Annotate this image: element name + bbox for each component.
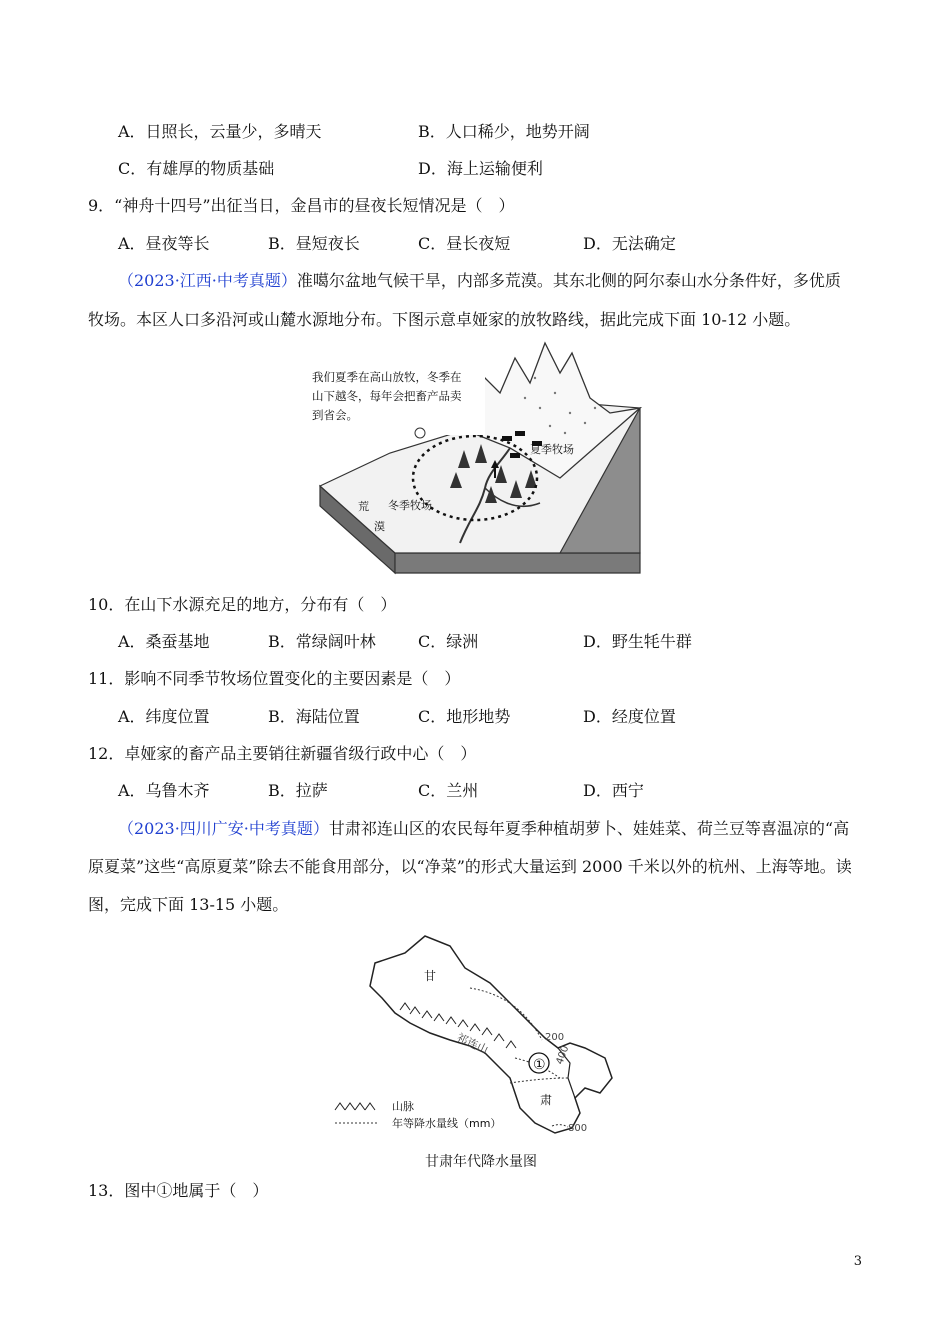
q12-option-d[interactable]: D．西宁 [583, 781, 644, 800]
bubble-tail [415, 428, 425, 438]
grazing-route-figure [310, 338, 645, 576]
q12-option-a[interactable]: A．乌鲁木齐 [118, 781, 210, 800]
q11-option-d[interactable]: D．经度位置 [583, 707, 676, 726]
legend-isohyet-label: 年等降水量线（mm） [392, 1117, 502, 1130]
summer-pasture-label: 夏季牧场 [530, 443, 574, 456]
q9-option-c[interactable]: C．昼长夜短 [418, 234, 511, 253]
q11-option-b[interactable]: B．海陆位置 [268, 707, 360, 726]
intro1-line2: 牧场。本区人口多沿河或山麓水源地分布。下图示意卓娅家的放牧路线，据此完成下面 10-12 小题。 [88, 310, 801, 329]
q9-option-b[interactable]: B．昼短夜长 [268, 234, 360, 253]
q12-stem: 12．卓娅家的畜产品主要销往新疆省级行政中心（ ） [88, 744, 477, 763]
map-label-su: 肃 [540, 1093, 553, 1107]
desert-label-1: 荒 [358, 500, 369, 513]
q10-stem: 10．在山下水源充足的地方，分布有（ ） [88, 595, 397, 614]
q8-option-b[interactable]: B．人口稀少，地势开阔 [418, 122, 590, 141]
q10-option-a[interactable]: A．桑蚕基地 [118, 632, 210, 651]
page-number: 3 [853, 1254, 862, 1269]
q10-option-c[interactable]: C．绿洲 [418, 632, 479, 651]
legend-mountain-label: 山脉 [392, 1100, 414, 1113]
isohyet-200-label: 200 [545, 1032, 565, 1043]
map-label-qilian: 祁连山 [454, 1030, 491, 1057]
desert-label-2: 漠 [374, 520, 385, 533]
point-1-label: ① [533, 1057, 546, 1073]
q11-stem: 11．影响不同季节牧场位置变化的主要因素是（ ） [88, 669, 461, 688]
intro1-source: （2023·江西·中考真题） [118, 271, 297, 290]
intro2-text1: 甘肃祁连山区的农民每年夏季种植胡萝卜、娃娃菜、荷兰豆等喜温凉的“高 [328, 819, 850, 838]
q12-option-b[interactable]: B．拉萨 [268, 781, 328, 800]
intro1-text1: 准噶尔盆地气候干旱，内部多荒漠。其东北侧的阿尔泰山水分条件好，多优质 [296, 271, 841, 290]
q11-option-a[interactable]: A．纬度位置 [118, 707, 210, 726]
bubble-line2: 山下越冬，每年会把畜产品卖 [312, 389, 462, 403]
intro2-line2: 原夏菜”这些“高原夏菜”除去不能食用部分，以“净菜”的形式大量运到 2000 千米以外的杭州、上海等地。读 [88, 857, 852, 876]
map-label-gan: 甘 [424, 969, 437, 983]
q8-option-c[interactable]: C．有雄厚的物质基础 [118, 159, 275, 178]
bubble-line3: 到省会。 [312, 408, 358, 422]
gansu-precipitation-map [330, 928, 620, 1173]
intro2-source: （2023·四川广安·中考真题） [118, 819, 329, 838]
intro2-line3: 图，完成下面 13-15 小题。 [88, 895, 289, 914]
q9-option-d[interactable]: D．无法确定 [583, 234, 676, 253]
block-front-side [395, 553, 640, 573]
q12-option-c[interactable]: C．兰州 [418, 781, 479, 800]
q9-option-a[interactable]: A．昼夜等长 [118, 234, 210, 253]
q11-option-c[interactable]: C．地形地势 [418, 707, 511, 726]
q13-stem: 13．图中①地属于（ ） [88, 1181, 269, 1200]
bubble-line1: 我们夏季在高山放牧，冬季在 [312, 370, 462, 384]
legend-mountain-icon [335, 1103, 375, 1110]
map-caption: 甘肃年代降水量图 [425, 1154, 537, 1170]
q9-stem: 9．“神舟十四号”出征当日，金昌市的昼夜长短情况是（ ） [88, 196, 515, 215]
q8-option-d[interactable]: D．海上运输便利 [418, 159, 543, 178]
isohyet-800-label: 800 [568, 1123, 588, 1134]
q10-option-b[interactable]: B．常绿阔叶林 [268, 632, 376, 651]
isohyet-400-label: 400 [554, 1044, 572, 1067]
intro1-line1 [118, 271, 841, 291]
winter-pasture-label: 冬季牧场 [388, 499, 432, 512]
q8-option-a[interactable]: A．日照长，云量少，多晴天 [118, 122, 322, 141]
intro2-line1 [118, 819, 849, 839]
q10-option-d[interactable]: D．野生牦牛群 [583, 632, 692, 651]
